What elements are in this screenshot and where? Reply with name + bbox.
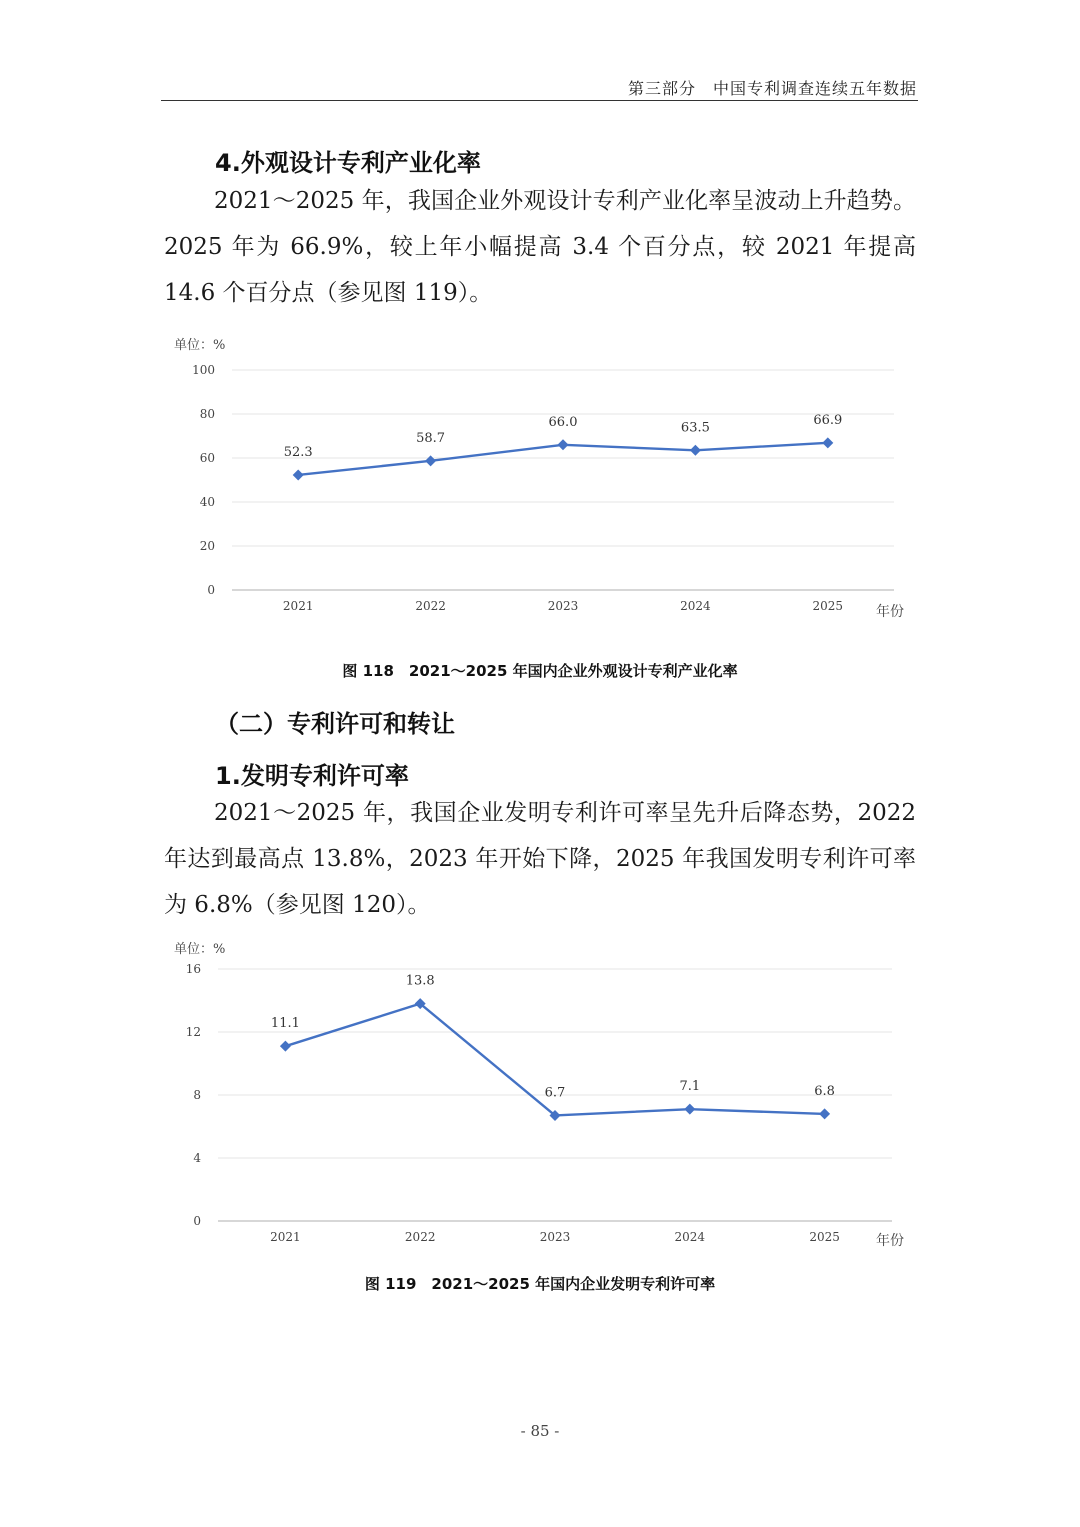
x-tick-label: 2025 xyxy=(809,1230,840,1244)
paragraph-design-patent: 2021～2025 年，我国企业外观设计专利产业化率呈波动上升趋势。2025 年为 66.9%，较上年小幅提高 3.4 个百分点，较 2021 年提高 14.6 个百分点（参见图 119）。 xyxy=(164,188,916,306)
section-heading-invention-license: 1.发明专利许可率 xyxy=(215,762,409,790)
data-label: 52.3 xyxy=(283,444,313,460)
x-tick-label: 2021 xyxy=(282,599,314,613)
subsection-heading-licensing: （二）专利许可和转让 xyxy=(215,710,455,738)
data-label: 13.8 xyxy=(405,973,435,989)
line-chart-design-patent-industrialization xyxy=(0,330,1080,635)
x-tick-label: 2022 xyxy=(415,599,446,613)
x-tick-label: 2024 xyxy=(674,1230,706,1244)
x-tick-label: 2021 xyxy=(270,1230,301,1244)
y-tick-label: 20 xyxy=(199,539,215,553)
x-unit-label: 年份 xyxy=(876,1233,904,1249)
paragraph-invention-license: 2021～2025 年，我国企业发明专利许可率呈先升后降态势，2022 年达到最高点 13.8%，2023 年开始下降，2025 年我国发明专利许可率为 6.8%（参见图 120）。 xyxy=(164,800,916,918)
x-unit-label: 年份 xyxy=(876,604,904,620)
data-label: 11.1 xyxy=(270,1016,300,1032)
data-point-marker xyxy=(293,469,304,480)
y-tick-label: 16 xyxy=(185,962,201,976)
running-header: 第三部分 中国专利调查连续五年数据 xyxy=(627,79,917,98)
x-tick-label: 2022 xyxy=(404,1230,436,1244)
data-label: 6.7 xyxy=(544,1085,566,1101)
data-point-marker xyxy=(690,445,701,456)
y-tick-label: 12 xyxy=(185,1025,201,1039)
data-label: 63.5 xyxy=(680,420,710,436)
x-tick-label: 2025 xyxy=(812,599,844,613)
data-point-marker xyxy=(280,1041,291,1052)
line-chart-invention-license-rate xyxy=(0,935,1080,1255)
data-point-marker xyxy=(425,455,436,466)
data-label: 6.8 xyxy=(814,1083,835,1099)
y-tick-label: 0 xyxy=(193,1214,201,1228)
y-tick-label: 40 xyxy=(199,495,215,509)
y-tick-label: 0 xyxy=(207,583,215,597)
data-label: 7.1 xyxy=(679,1079,701,1095)
section-heading-design-patent: 4.外观设计专利产业化率 xyxy=(215,149,481,177)
data-point-marker xyxy=(558,439,569,450)
data-label: 66.9 xyxy=(813,412,843,428)
data-point-marker xyxy=(819,1108,830,1119)
unit-label: 单位：% xyxy=(174,942,226,957)
x-tick-label: 2023 xyxy=(547,599,579,613)
data-point-marker xyxy=(822,437,833,448)
y-tick-label: 80 xyxy=(199,407,215,421)
x-tick-label: 2024 xyxy=(680,599,711,613)
x-tick-label: 2023 xyxy=(539,1230,571,1244)
y-tick-label: 4 xyxy=(193,1151,201,1165)
data-label: 66.0 xyxy=(548,414,578,430)
page-number: - 85 - xyxy=(520,1422,560,1440)
y-tick-label: 60 xyxy=(199,451,215,465)
figure-caption-118: 图 118 2021～2025 年国内企业外观设计专利产业化率 xyxy=(342,662,738,680)
y-tick-label: 8 xyxy=(193,1088,201,1102)
data-point-marker xyxy=(684,1104,695,1115)
y-tick-label: 100 xyxy=(192,363,215,377)
unit-label: 单位：% xyxy=(174,338,226,353)
figure-caption-119: 图 119 2021～2025 年国内企业发明专利许可率 xyxy=(364,1275,716,1293)
data-label: 58.7 xyxy=(416,430,446,446)
header-rule xyxy=(161,100,918,101)
